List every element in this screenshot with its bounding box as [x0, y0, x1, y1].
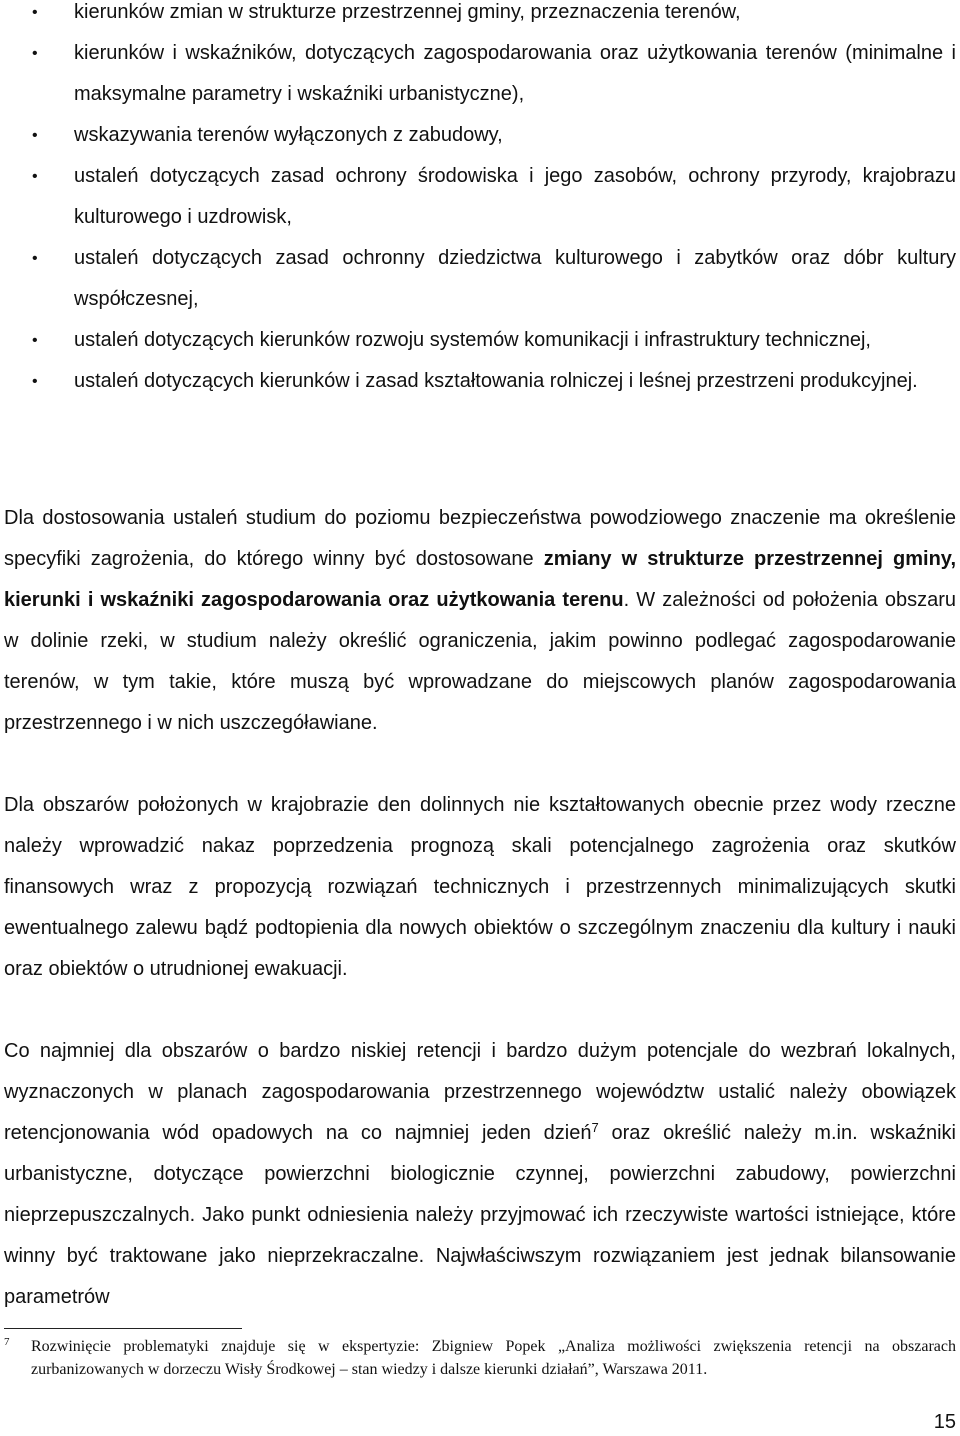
list-item-text: ustaleń dotyczących zasad ochrony środowiska i jego zasobów, ochrony przyrody, krajobrazu kulturowego i uzdrowisk, — [74, 165, 956, 228]
paragraph-valley-areas: Dla obszarów położonych w krajobrazie den dolinnych nie kształtowanych obecnie przez wody rzeczne należy wprowadzić nakaz poprzedzenia prognozą skali potencjalnego zagrożenia oraz skutków finansowych wraz z propozycją rozwiązań technicznych i przestrzennych minimalizujących skutki ewentualnego zalewu bądź podtopienia dla nowych obiektów o szczególnym znaczeniu dla kultury i nauki oraz obiektów o utrudnionej ewakuacji. — [4, 794, 956, 980]
list-item — [0, 361, 960, 402]
list-item-text: ustaleń dotyczących zasad ochronny dziedzictwa kulturowego i zabytków oraz dóbr kultury współczesnej, — [74, 247, 956, 310]
list-item — [0, 320, 960, 361]
list-item-text: kierunków i wskaźników, dotyczących zagospodarowania oraz użytkowania terenów (minimalne i maksymalne parametry i wskaźniki urbanistyczne), — [74, 42, 956, 105]
list-item-text: ustaleń dotyczących kierunków i zasad kształtowania rolniczej i leśnej przestrzeni produkcyjnej. — [74, 370, 918, 392]
bullet-icon: • — [32, 250, 38, 267]
bullet-icon: • — [32, 373, 38, 390]
list-item — [0, 156, 960, 238]
footnote-reference[interactable]: 7 — [591, 1120, 599, 1135]
bullet-icon: • — [32, 168, 38, 185]
paragraph-flood-safety: Dla dostosowania ustaleń studium do poziomu bezpieczeństwa powodziowego znaczenie ma określenie specyfiki zagrożenia, do którego winny być dostosowane zmiany w strukturze przestrzennej gminy, kierunki i wskaźniki zagospodarowania oraz użytkowania terenu. W zależności od położenia obszaru w dolinie rzeki, w studium należy określić ograniczenia, jakim powinno podlegać zagospodarowanie terenów, w tym takie, które muszą być wprowadzane do miejscowych planów zagospodarowania przestrzennego i w nich uszczegóławiane. — [4, 507, 957, 734]
list-item — [0, 238, 960, 320]
bullet-icon: • — [32, 332, 38, 349]
bullet-icon: • — [32, 127, 38, 144]
footnote-separator — [4, 1328, 242, 1329]
list-item-text: kierunków zmian w strukturze przestrzennej gminy, przeznaczenia terenów, — [74, 1, 741, 23]
list-item — [0, 115, 960, 156]
list-item-text: ustaleń dotyczących kierunków rozwoju systemów komunikacji i infrastruktury technicznej, — [74, 329, 871, 351]
bullet-icon: • — [32, 45, 38, 62]
list-item-text: wskazywania terenów wyłączonych z zabudowy, — [74, 124, 503, 146]
footnote-number: 7 — [4, 1336, 10, 1348]
bullet-list — [0, 0, 960, 402]
paragraph-retention: Co najmniej dla obszarów o bardzo niskiej retencji i bardzo dużym potencjale do wezbrań lokalnych, wyznaczonych w planach zagospodarowania przestrzennego województw ustalić należy obowiązek retencjonowania wód opadowych na co najmniej jeden dzień$^7$ oraz określić należy m.in. wskaźniki urbanistyczne, dotyczące powierzchni biologicznie czynnej, powierzchni zabudowy, powierzchni nieprzepuszczalnych. Jako punkt odniesienia należy przyjmować ich rzeczywiste wartości istniejące, które winny być traktowane jako nieprzekraczalne. Najwłaściwszym rozwiązaniem jest jednak bilansowanie parametrów — [4, 1040, 956, 1308]
footnote-text: Rozwinięcie problematyki znajduje się w ekspertyzie: Zbigniew Popek „Analiza możliwości zwiększenia retencji na obszarach zurbanizowanych w dorzeczu Wisły Środkowej – stan wiedzy i dalsze kierunki działań”, Warszawa 2011. — [31, 1338, 956, 1378]
bullet-icon: • — [32, 4, 38, 21]
bold-phrase: zmiany w strukturze przestrzennej gminy, kierunki i wskaźniki zagospodarowania oraz użytkowania terenu — [4, 548, 957, 611]
page-number: 15 — [933, 1411, 956, 1433]
list-item — [0, 0, 960, 33]
list-item — [0, 33, 960, 115]
footnote — [4, 1335, 956, 1381]
